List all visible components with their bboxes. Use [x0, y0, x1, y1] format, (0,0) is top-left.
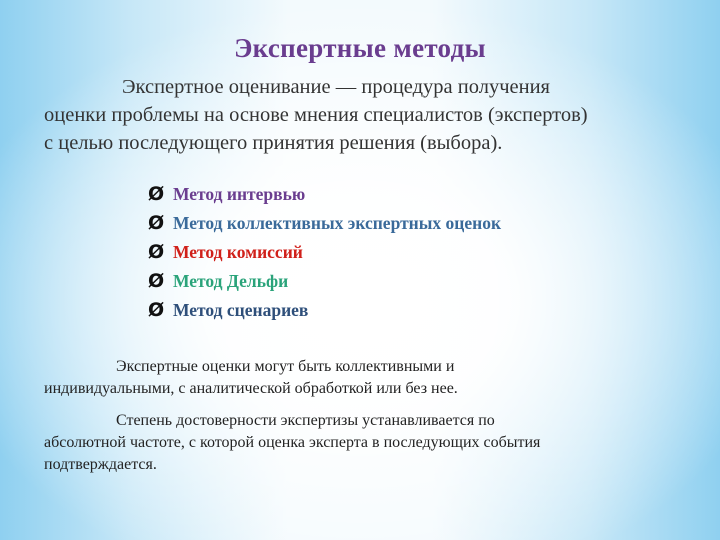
slide-title: Экспертные методы — [234, 33, 486, 63]
intro-line-1-text: Экспертное оценивание — процедура получения — [122, 76, 550, 98]
paragraph-1-line-2: индивидуальными, с аналитической обработкой или без нее. — [44, 380, 458, 397]
method-item-collective-expert — [148, 209, 501, 238]
method-label: Метод интервью — [173, 184, 306, 204]
methods-list — [148, 180, 501, 325]
paragraph-expert-estimates — [44, 356, 684, 400]
paragraph-1-line-1 — [44, 356, 684, 378]
method-item-delphi — [148, 267, 501, 296]
intro-line-1 — [44, 73, 694, 101]
arrow-bullet-icon: Ø — [148, 183, 165, 205]
paragraph-reliability — [44, 410, 684, 476]
paragraph-2-line-2: абсолютной частоте, с которой оценка эксперта в последующих события — [44, 434, 541, 451]
intro-paragraph — [44, 73, 694, 157]
arrow-bullet-icon: Ø — [148, 241, 165, 263]
arrow-bullet-icon: Ø — [148, 270, 165, 292]
paragraph-2-line-1 — [44, 410, 684, 432]
method-label: Метод комиссий — [173, 242, 303, 262]
arrow-bullet-icon: Ø — [148, 212, 165, 234]
method-label: Метод коллективных экспертных оценок — [173, 213, 502, 233]
method-item-commissions — [148, 238, 501, 267]
method-label: Метод Дельфи — [173, 271, 289, 291]
paragraph-2-line-3: подтверждается. — [44, 456, 157, 473]
intro-line-3: с целью последующего принятия решения (выбора). — [44, 132, 503, 154]
paragraph-1-line-1-text: Экспертные оценки могут быть коллективными и — [116, 358, 455, 375]
paragraph-2-line-1-text: Степень достоверности экспертизы устанавливается по — [116, 412, 495, 429]
arrow-bullet-icon: Ø — [148, 299, 165, 321]
method-item-scenarios — [148, 296, 501, 325]
intro-line-2: оценки проблемы на основе мнения специалистов (экспертов) — [44, 104, 588, 126]
method-item-interview — [148, 180, 501, 209]
method-label: Метод сценариев — [173, 300, 309, 320]
